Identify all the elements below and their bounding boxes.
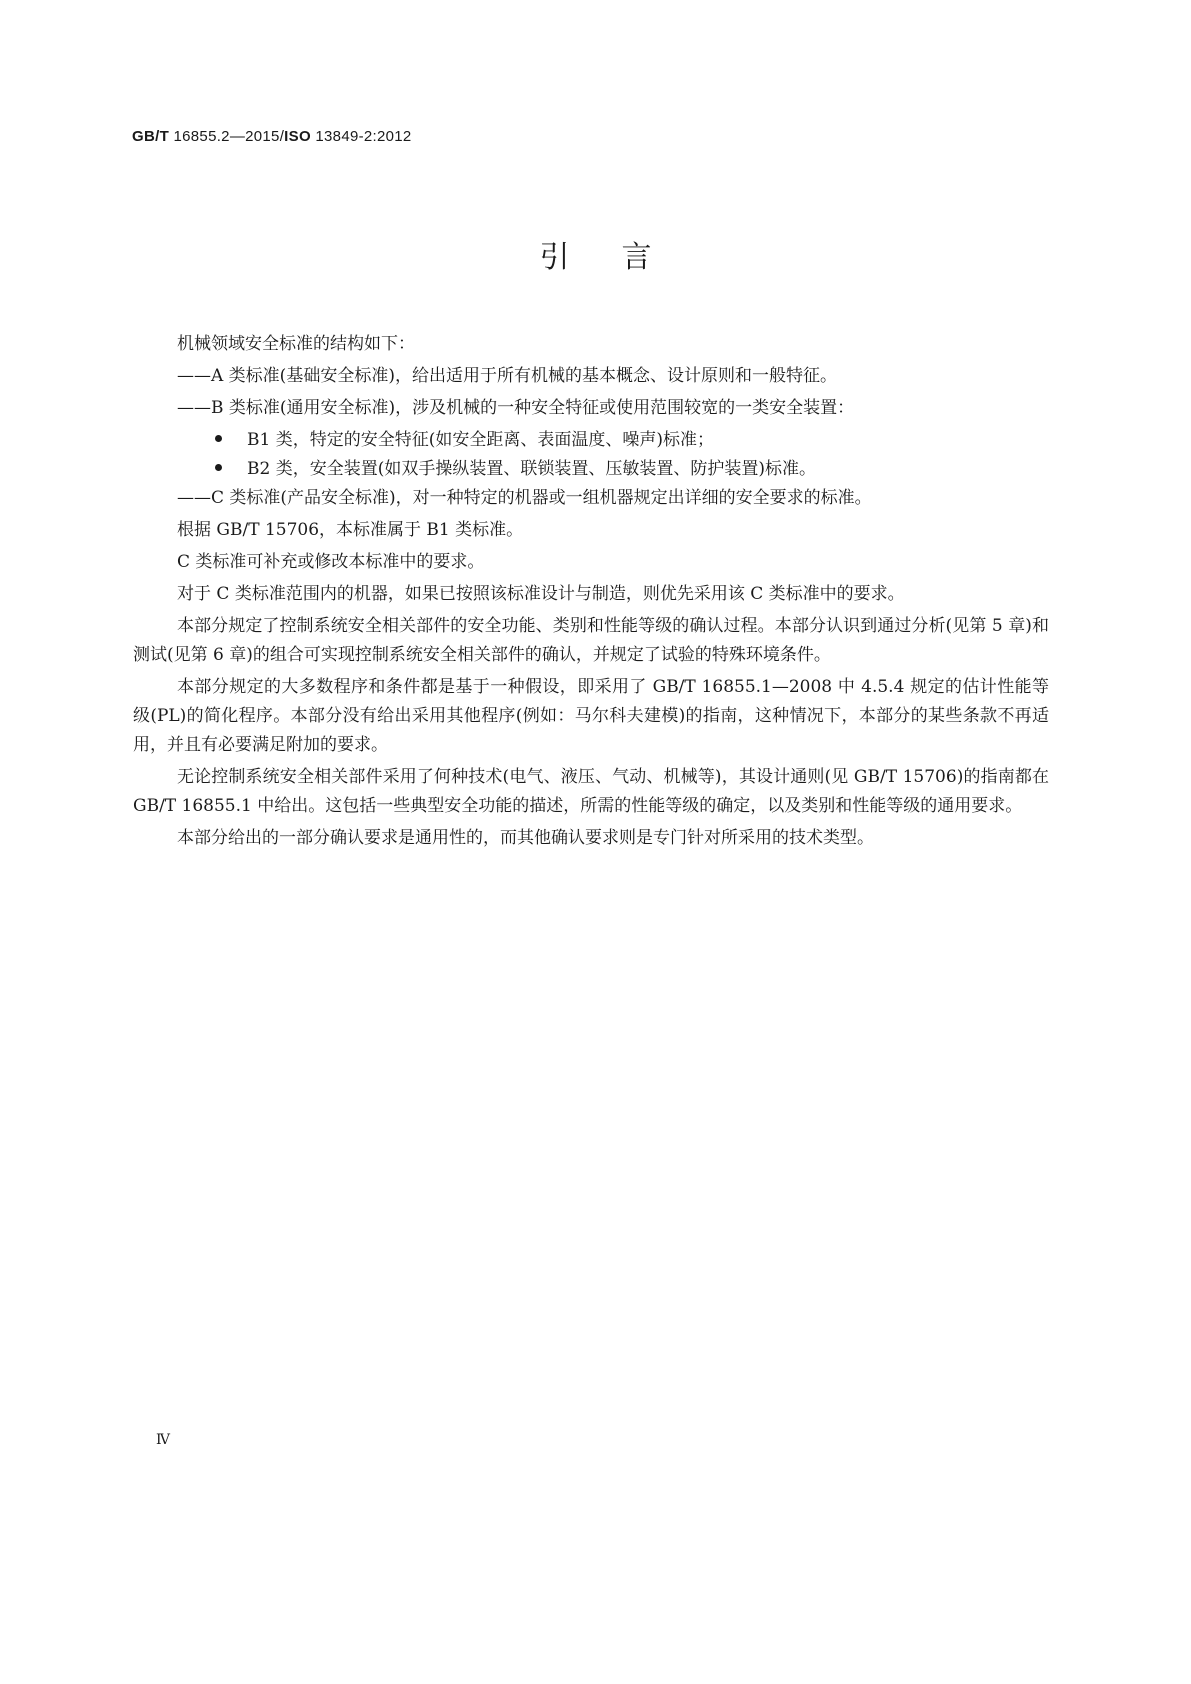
list-item-b1-text: B1 类，特定的安全特征(如安全距离、表面温度、噪声)标准； [247,430,714,450]
iso-prefix: ISO [284,128,311,145]
document-body [133,330,1049,856]
iso-number: 13849-2:2012 [310,128,412,145]
bullet-icon [215,426,247,455]
paragraph-procedures: 本部分规定的大多数程序和条件都是基于一种假设，即采用了 GB/T 16855.1—2008 中 4.5.4 规定的估计性能等级(PL)的简化程序。本部分没有给出采用其他程序(例如：马尔科夫建模)的指南，这种情况下，本部分的某些条款不再适用，并且有必要满足附加的要求。 [133,677,1049,755]
list-item-b2 [215,455,1049,484]
document-header [132,128,412,145]
page-number: Ⅳ [156,1432,170,1448]
paragraph-belongs: 根据 GB/T 15706，本标准属于 B1 类标准。 [177,520,524,540]
gb-prefix: GB/T [132,128,170,145]
paragraph-c-supplement: C 类标准可补充或修改本标准中的要求。 [177,552,485,572]
paragraph-validation: 本部分给出的一部分确认要求是通用性的，而其他确认要求则是专门针对所采用的技术类型。 [177,828,874,848]
paragraph-intro: 机械领域安全标准的结构如下： [177,334,415,354]
page-title: 引言 [539,240,704,275]
paragraph-c-priority: 对于 C 类标准范围内的机器，如果已按照该标准设计与制造，则优先采用该 C 类标准中的要求。 [177,584,905,604]
paragraph-technology: 无论控制系统安全相关部件采用了何种技术(电气、液压、气动、机械等)，其设计通则(见 GB/T 15706)的指南都在 GB/T 16855.1 中给出。这包括一些典型安全功能的描述，所需的性能等级的确定，以及类别和性能等级的通用要求。 [133,767,1049,816]
paragraph-type-b: ——B 类标准(通用安全标准)，涉及机械的一种安全特征或使用范围较宽的一类安全装置： [177,398,855,418]
paragraph-type-a: ——A 类标准(基础安全标准)，给出适用于所有机械的基本概念、设计原则和一般特征。 [177,366,837,386]
paragraph-type-c: ——C 类标准(产品安全标准)，对一种特定的机器或一组机器规定出详细的安全要求的标准。 [177,488,872,508]
list-item-b1 [215,426,1049,455]
list-item-b2-text: B2 类，安全装置(如双手操纵装置、联锁装置、压敏装置、防护装置)标准。 [247,459,816,479]
paragraph-scope: 本部分规定了控制系统安全相关部件的安全功能、类别和性能等级的确认过程。本部分认识到通过分析(见第 5 章)和测试(见第 6 章)的组合可实现控制系统安全相关部件的确认，并规定了试验的特殊环境条件。 [133,616,1049,665]
bullet-icon [215,455,247,484]
gb-number: 16855.2—2015/ [169,128,285,145]
